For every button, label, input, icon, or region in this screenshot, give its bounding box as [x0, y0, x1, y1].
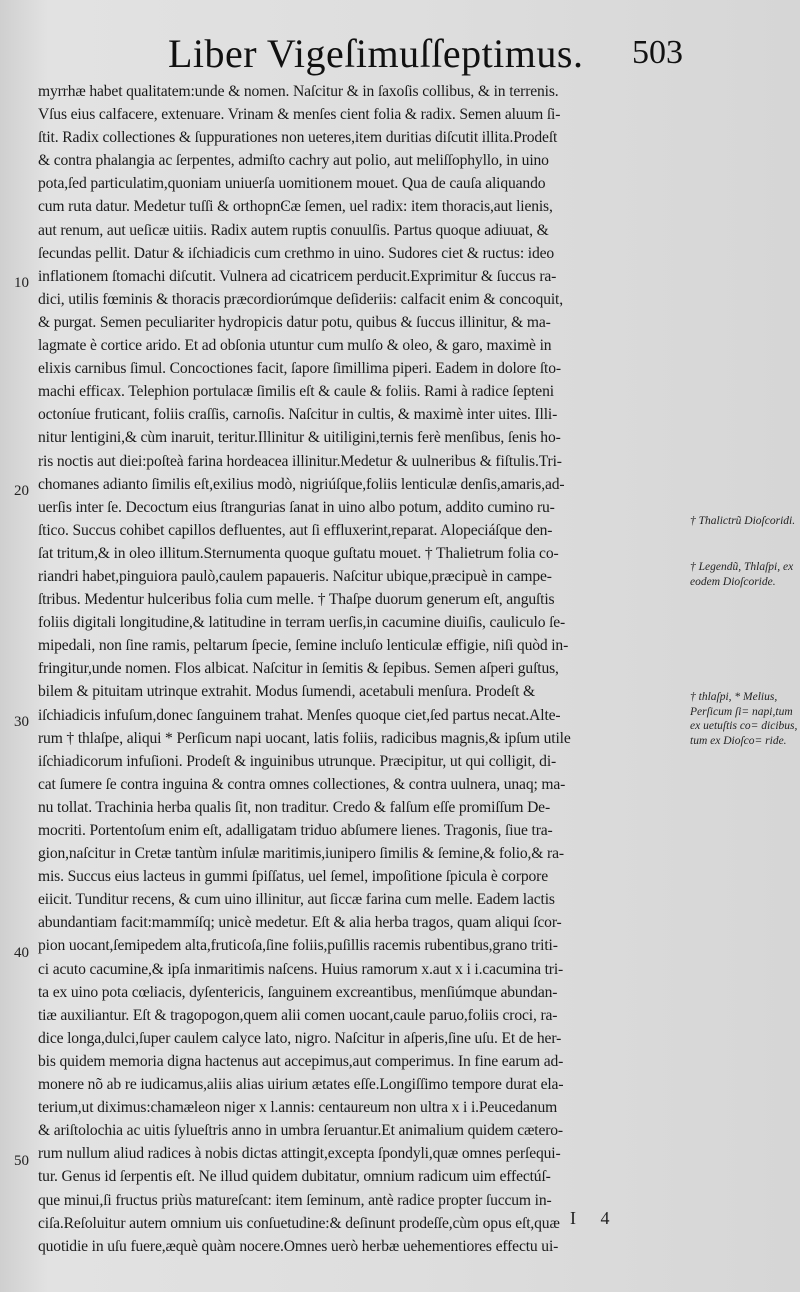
text-line: ta ex uino pota cœliacis, dyſentericis, ſanguinem excreantibus, menſiúmque abundan-	[38, 983, 558, 1001]
text-line: ſat tritum,& in oleo illitum.Sternumenta quoque guſtatu mouet. † Thalietrum folia co-	[38, 544, 559, 562]
text-line: iſchiadicis infuſum,donec ſanguinem trahat. Menſes quoque ciet,ſed partus necat.Alte-	[38, 706, 561, 724]
text-line: Vſus eius calfacere, extenuare. Vrinam & menſes cient folia & radix. Semen aluum ſi-	[38, 106, 561, 124]
text-line: fringitur,unde nomen. Flos albicat. Naſcitur in ſemitis & ſepibus. Semen aſperi guſtus,	[38, 660, 559, 678]
text-line: ſtico. Succus cohibet capillos defluentes, aut ſi effluxerint,reparat. Alopeciáſque den-	[38, 521, 553, 539]
text-line: mis. Succus eius lacteus in gummi ſpiſſatus, uel ſemel, impoſitione ſpicula è corpore	[38, 868, 548, 886]
text-line: tiæ auxiliantur. Eſt & tragopogon,quem alii comen uocant,caule paruo,foliis croci, ra-	[38, 1006, 558, 1024]
text-line: iſchiadicorum infuſioni. Prodeſt & inguinibus utrunque. Præcipitur, ut qui colligit, di-	[38, 752, 557, 770]
text-line: nu tollat. Trachinia herba qualis ſit, non traditur. Credo & falſum eſſe promiſſum De-	[38, 798, 550, 816]
text-line: chomanes adianto ſimilis eſt,exilius modò, nigriúſque,foliis lenticulæ denſis,amaris,ad-	[38, 475, 565, 493]
line-number: 50	[14, 1153, 29, 1169]
text-line: elixis carnibus ſimul. Concoctiones facit, ſapore ſimillima piperi. Eadem in dolore ſto-	[38, 360, 561, 378]
text-line: rum † thlaſpe, aliqui * Perſicum napi uocant, latis foliis, radicibus magnis,& ipſum utile	[38, 729, 571, 747]
margin-note	[690, 560, 798, 599]
line-number: 30	[14, 714, 29, 730]
text-line: quotidie in uſu fuere,æquè quàm nocere.Omnes uerò herbæ uehementiores effectu ui-	[38, 1237, 559, 1255]
text-line: nitur lentigini,& cùm inaruit, teritur.Illinitur & uitiligini,ternis ferè menſibus, ſenis ho-	[38, 429, 561, 447]
text-line: cat ſumere ſe contra inguina & contra omnes collectiones, & contra uulnera, unaq; ma-	[38, 775, 566, 793]
line-number: 10	[14, 275, 29, 291]
text-line: abundantiam facit:mammíſq; unicè medetur. Eſt & alia herba tragos, quam aliqui ſcor-	[38, 914, 562, 932]
running-title: Liber Vigeſimuſſeptimus.	[168, 31, 584, 76]
text-line: rum nullum aliud radices à nobis dictas attingit,excepta ſpondyli,quæ omnes perſequi-	[38, 1145, 561, 1163]
text-line: eiicit. Tunditur recens, & cum uino illinitur, aut ſiccæ farina cum melle. Eadem lactis	[38, 891, 555, 909]
text-line: monere nõ ab re iudicamus,aliis alias uirium ætates eſſe.Longiſſimo tempore durat ela-	[38, 1076, 564, 1094]
text-line: que minui,ſi fructus priùs matureſcant: item ſeminum, antè radice propter ſuccum in-	[38, 1191, 552, 1209]
text-line: mocriti. Portentoſum enim eſt, adalligatam triduo abſumere lienes. Tragonis, ſiue tra-	[38, 822, 553, 839]
margin-note-thlaspi: † Legendũ, Thlaſpi, ex eodem Dioſcoride.	[690, 561, 794, 588]
text-line: aut renum, aut ueſicæ uitiis. Radix autem ruptis conuulſis. Partus quoque adiuuat, &	[38, 221, 549, 239]
text-line: ci acuto cacumine,& ipſa inmaritimis naſcens. Huius ramorum x.aut x i i.cacumina tri-	[38, 960, 564, 978]
text-line: octoníue fruticant, foliis craſſis, carnoſis. Naſcitur in cultis, & maximè inter uites. Illi-	[38, 406, 558, 424]
text-line: ris noctis aut diei:poſteà farina hordeacea illinitur.Medetur & uulneribus & fiſtulis.Tri-	[38, 452, 562, 470]
text-line: gion,naſcitur in Cretæ tantùm inſulæ maritimis,iunipero ſimilis & ſemine,& folio,& ra-	[38, 845, 564, 863]
text-line: uerſis inter ſe. Decoctum eius ſtrangurias ſanat in uino albo potum, addito cumino ru-	[38, 498, 555, 516]
text-line: cum ruta datur. Medetur tuſſi & orthopnϾæ ſemen, uel radix: item thoracis,aut lienis,	[38, 198, 553, 216]
text-line: myrrhæ habet qualitatem:unde & nomen. Naſcitur & in ſaxoſis collibus, & in terrenis.	[38, 83, 559, 100]
text-line: riandri habet,pinguiora paulò,caulem papaueris. Naſcitur ubique,præcipuè in campe-	[38, 567, 552, 585]
text-line: ſecundas pellit. Datur & iſchiadicis cum crethmo in uino. Sudores ciet & ructus: ideo	[38, 244, 555, 262]
text-line: bis quidem memoria digna hactenus aut accepimus,aut comperimus. In fine earum ad-	[38, 1052, 564, 1070]
text-line: inflationem ſtomachi diſcutit. Vulnera ad cicatricem perducit.Exprimitur & ſuccus ra-	[38, 267, 557, 285]
text-line: dice longa,dulci,ſuper caulem calyce lato, nigro. Naſcitur in aſperis,ſine uſu. Et de her-	[38, 1029, 562, 1047]
line-number: 40	[14, 945, 29, 961]
text-line: mipedali, non ſine ramis, peltarum ſpecie, ſemine incluſo lenticulæ effigie, niſi quòd in-	[38, 637, 569, 655]
line-number: 20	[14, 483, 29, 499]
margin-note-thalictrum: † Thalictrũ Dioſcoridi.	[690, 515, 796, 527]
body-text	[38, 80, 686, 1258]
text-line: machi efficax. Telephion portulacæ ſimilis eſt & caule & foliis. Rami à radice ſepteni	[38, 383, 554, 401]
text-line: & ariſtolochia ac uitis ſylueſtris anno in umbra ſeruantur.Et animalium quidem cætero-	[38, 1122, 563, 1140]
text-line: pota,ſed particulatim,quoniam uniuerſa uomitionem mouet. Qua de cauſa aliquando	[38, 175, 546, 193]
text-line: dici, utilis fœminis & thoracis præcordiorúmque deſideriis: calfacit enim & concoquit,	[38, 290, 563, 308]
text-line: bilem & pituitam utrinque extrahit. Modus ſumendi, acetabuli menſura. Prodeſt &	[38, 683, 536, 701]
text-line: & purgat. Semen peculiariter hydropicis datur potu, quibus & ſuccus illinitur, & ma-	[38, 313, 551, 331]
text-line: lagmate è cortice arido. Et ad obſonia utuntur cum mulſo & oleo, & garo, maximè in	[38, 337, 552, 355]
text-line: tur. Genus id ſerpentis eſt. Ne illud quidem dubitatur, omnium radicum uim effectúſ-	[38, 1168, 551, 1186]
signature-mark: I 4	[570, 1208, 620, 1228]
margin-note-persicum: † thlaſpi, * Melius, Perſicum ſi= napi,tum ex uetuſtis co= dicibus, tum ex Dioſco= ride.	[690, 691, 798, 747]
text-line: foliis digitali longitudine,& latitudine in terram uerſis,in cacumine diuiſis, cauliculo ſe-	[38, 614, 566, 632]
text-line: & contra phalangia ac ſerpentes, admiſto cachry aut polio, aut meliſſophyllo, in uino	[38, 152, 549, 170]
text-line: ſtribus. Medentur hulceribus folia cum melle. † Thaſpe duorum generum eſt, anguſtis	[38, 591, 555, 609]
margin-note	[690, 690, 798, 758]
text-line: terium,ut diximus:chamæleon niger x l.annis: centaureum non ultra x i i.Peucedanum	[38, 1099, 558, 1117]
page-header	[0, 30, 800, 80]
page-number: 503	[632, 34, 683, 71]
text-line: ſtit. Radix collectiones & ſuppurationes non ueteres,item duritias diſcutit illita.Prodeſt	[38, 129, 558, 147]
text-line: pion uocant,ſemipedem alta,fruticoſa,ſine foliis,puſillis racemis rubentibus,grano triti-	[38, 937, 558, 955]
margin-note	[690, 514, 798, 539]
text-line: ciſa.Reſoluitur autem omnium uis conſuetudine:& deſinunt prodeſſe,cùm opus eſt,quæ	[38, 1214, 560, 1232]
